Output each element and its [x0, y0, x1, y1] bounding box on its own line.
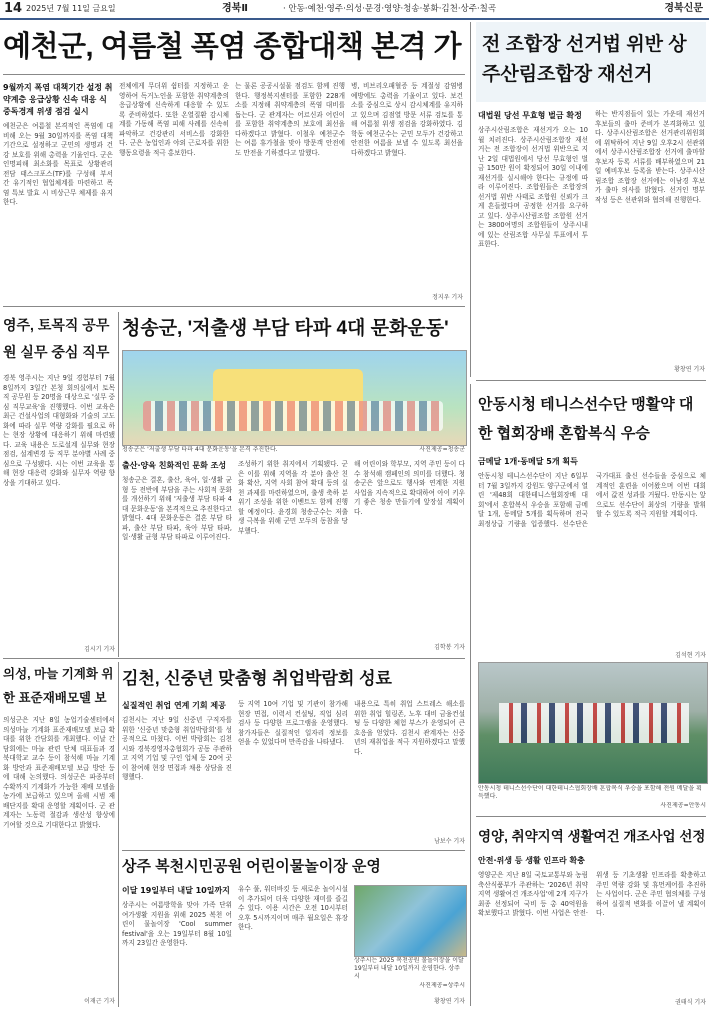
cheongsong-col3 [354, 460, 465, 640]
yeongyang-headline: 영양, 취약지역 생활여건 개조사업 선정 [478, 829, 706, 844]
yecheon-col1 [3, 82, 113, 302]
sangju-forestry-col2 [595, 110, 705, 362]
andong-tennis-text: 안동시청 테니스선수단이 지난 6일부터 7월 3일까지 강원도 양구군에서 열린 '제48회 대한테니스협회장배 대회'에서 혼합복식 우승을 포함해 금메달 1개, 동메달 5개를 획득하며 전국 최정상급 기량을 입증했다. 선수단은 국가대표 출신 선수들을 중심으로 체계적인 훈련을 이어왔으며 이번 대회에서 값진 성과를 거뒀다. 안동시는 앞으로도 선수단이 최상의 기량을 발휘할 수 있도록 적극 지원할 계획이다. [478, 472, 706, 528]
section-title: 경북Ⅱ [222, 3, 248, 14]
yeongju-headline: 영주, 토목직 공무원 실무 중심 직무 [3, 317, 110, 360]
sangju-forestry-text-1: 상주시산림조합은 재선거가 오는 10월 치러진다. 상주시산림조합장 재선거는 전 조합장이 선거법 위반으로 지난 2일 대법원에서 당선 무효형인 벌금 150만 원이 확정되어 30일 이내에 재선거를 실시해야 한다는 규정에 따라 이루어진다. 조합원들은 조합장의 선거법 위반 사태로 조합원 신뢰가 크게 흔들렸다며 공정한 선거를 요구하고 있다. 상주시산림조합 조합원 선거는 3800여명의 조합원들이 상주시내에 있는 산림조합 사무실 투표에서 투표한다. [478, 126, 588, 248]
sangju-waterpark-credit: 사진제공=상주시 [419, 982, 465, 989]
cheongsong-caption: 청송군은 '저출생 부담 타파 4대 문화운동'을 본격 추진한다. [122, 446, 278, 453]
yecheon-text-1: 예천군은 여름철 본격적인 폭염에 대비해 오는 9월 30일까지를 폭염 대책기간으로 설정하고 군민의 생명과 건강 보호를 위해 총력을 기울인다. 군은 인명피해 최소화를 목표로 상황관리 전담 태스크포스(TF)를 구성해 부서 간 유기적인 협업체계를 마련하고 폭염 특보 발효 시 비상근무 체제를 유지한다. [3, 122, 113, 206]
gimcheon-col2 [238, 700, 348, 845]
gimcheon-col1 [122, 700, 232, 845]
andong-tennis-subheading: 금메달 1개·동메달 5개 획득 [478, 457, 578, 466]
sangju-forestry-author: 황창연 기자 [674, 366, 705, 373]
cheongsong-headline: 청송군, '저출생 부담 타파 4대 문화운동' [122, 318, 449, 339]
sangju-forestry-title-box [476, 22, 706, 102]
yecheon-text-3: 는 물론 공공시설물 점검도 함께 진행한다. 행정복지센터를 포함한 228개소를 지정해 취약계층의 폭염 대비를 돕는다. 군 관계자는 어르신과 어린이를 포함한 취약계층의 보호에 최선을 다하겠다고 밝혔다. 이철우 예천군수는 여름 휴가철을 맞아 방문객 안전에도 만전을 기하겠다고 말했다. [235, 82, 345, 157]
cheongsong-col2 [238, 460, 348, 650]
page-number: 14 [4, 1, 23, 16]
sangju-forestry-col1 [478, 110, 588, 372]
gimcheon-text-3: 내용으로 특히 취업 스트레스 해소를 위한 취업 힐링존, 노후 대비 금융컨설팅 등 다양한 체험 부스가 운영되어 큰 호응을 얻었다. 김천시 관계자는 신중년의 재취업을 적극 지원하겠다고 말했다. [354, 700, 465, 756]
sangju-waterpark-subheading: 이달 19일부터 내달 10일까지 [122, 886, 230, 895]
sangju-waterpark-col2 [238, 885, 348, 1007]
gimcheon-col3 [354, 700, 465, 835]
sangju-waterpark-text-2: 유수 풀, 워터바킷 등 새로운 놀이시설이 추가되어 더욱 다양한 재미를 즐길 수 있다. 이용 시간은 오전 10시부터 오후 5시까지이며 매주 월요일은 휴장한다. [238, 885, 348, 931]
yeongyang-subheading: 안전·위생 등 생활 인프라 확충 [478, 856, 585, 865]
cheongsong-col1 [122, 460, 232, 650]
waterpark-photo [354, 885, 467, 957]
yecheon-col2 [119, 82, 229, 302]
cheongsong-text-2: 조성하기 위한 취지에서 기획됐다. 군은 이를 위해 지역을 각 분야 출산 친화 확산, 지역 사회 참여 확대 등의 실천 과제를 마련하였으며, 출생 축하 분위기 조성을 위한 이벤트도 함께 진행할 예정이다. 윤경희 청송군수는 저출생 극복을 위해 군민 모두의 동참을 당부했다. [238, 460, 348, 535]
cheongsong-text-1: 청송군은 결혼, 출산, 육아, 일·생활 균형 등 전반에 부담을 주는 사회적 문화를 개선하기 위해 '저출생 부담 타파 4대 문화운동'을 본격적으로 추진한다고 밝혔다. 4대 문화운동은 결혼 부담 타파, 출산 부담 타파, 육아 부담 타파, 일·생활 균형 부담 타파로 이루어진다. [122, 476, 232, 541]
andong-tennis-caption: 안동시청 테니스선수단이 대한테니스협회장배 혼합복식 우승을 포함해 전원 메달을 획득했다. [478, 785, 702, 800]
yeongyang-body [478, 855, 706, 995]
cheongsong-subheading: 출산·양육 친화적인 문화 조성 [122, 461, 227, 470]
sangju-waterpark-caption: 상주시는 2025 복천공원 물놀이장을 이달 19일부터 내달 10일까지 운영한다. 상주시 [354, 957, 464, 980]
yecheon-subheading: 9월까지 폭염 대책기간 설정 취약계층 응급상황 신속 대응 식중독경계 위생 점검 실시 [3, 83, 113, 116]
gimcheon-headline: 김천, 신중년 맞춤형 취업박람회 성료 [122, 669, 392, 688]
yeongyang-text: 영양군은 지난 8일 국토교통부와 농림축산식품부가 주관하는 '2026년 취약지역 생활여건 개조사업'에 2개 지구가 최종 선정되어 국비 등 총 40억원을 확보했다고 밝혔다. 이번 사업은 안전·위생 등 기초생활 인프라를 확충하고 주민 역량 강화 및 휴먼케어를 추진하는 사업이다. 군은 주민 협의체를 구성하여 실질적 변화를 이끌어 낼 계획이다. [478, 871, 706, 917]
yeongju-body [3, 374, 115, 644]
andong-tennis-credit: 사진제공=안동시 [660, 802, 706, 809]
sangju-waterpark-col1 [122, 885, 232, 1007]
uiseong-author: 이재근 기자 [84, 998, 115, 1005]
sangju-waterpark-author: 황창연 기자 [434, 998, 465, 1005]
uiseong-body [3, 716, 115, 996]
uiseong-headline: 의성, 마늘 기계화 위한 표준재배모델 보 [3, 667, 114, 705]
sangju-waterpark-headline: 상주 복천시민공원 어린이물놀이장 운영 [122, 858, 381, 875]
yecheon-text-2: 전체에게 무더위 쉼터를 지정하고 운영하여 독거노인을 포함한 취약계층의 응급상황에 신속하게 대응할 수 있도록 준비하였다. 또한 온열질환 감시체계를 가동해 폭염 피해 사례를 신속히 파악하고 건강관리 서비스를 강화한다. 군은 농업인과 야외 근로자를 위한 행동요령을 적극 홍보한다. [119, 82, 229, 157]
gimcheon-author: 남보수 기자 [434, 838, 465, 845]
newspaper-name: 경북신문 [664, 3, 703, 14]
gimcheon-text-1: 김천시는 지난 9일 신중년 구직자를 위한 '신중년 맞춤형 취업박람회'를 성공적으로 마쳤다. 이번 박람회는 김천시와 경북경영자총협회가 공동 주관하고 지역 기업 및 구인 업체 등 20여 곳이 참여해 현장 면접과 채용 상담을 진행했다. [122, 716, 232, 781]
yecheon-col3 [235, 82, 345, 302]
sangju-forestry-text-2: 하는 반지점들이 있는 가운데 재선거 후보들의 출마 준비가 본격화하고 있다. 상주시산림조합은 선거관리위원회에 위탁하여 지난 9일 오후2시 선관위에서 상주시산림조합장 선거에 출마할 후보자 등록 서류를 배부하였으며 21일 예비후보 등록을 받는다. 상주시산림조합 조합장 선거에는 이남경 후보가 출마 의사를 밝혔다. 선거인 명부 작성 등은 선관위와 협의해 진행한다. [595, 110, 705, 204]
cheongsong-author: 김학봉 기자 [434, 644, 465, 651]
page-header [0, 0, 709, 20]
yecheon-author: 정지우 기자 [432, 294, 463, 301]
yecheon-text-4: 병, 비브리오패혈증 등 계절성 감염병 예방에도 총력을 기울이고 있다. 보건소를 중심으로 상시 감시체계를 유지하고 있으며 김점열 방문 서류 검토를 통해 여름철 위생 점검을 강화하였다. 김학동 예천군수는 군민 모두가 건강하고 안전한 여름을 보낼 수 있도록 최선을 다하겠다고 밝혔다. [351, 82, 463, 157]
sangju-waterpark-text-1: 상주시는 여름방학을 맞아 가족 단위 여가생활 지원을 위해 2025 복천 어린이 물놀이장 'Cool summer festival'을 오는 19일부터 8월 10일까지 23일간 운영한다. [122, 901, 232, 947]
andong-tennis-body [478, 456, 706, 648]
cheongsong-photo [122, 350, 467, 446]
issue-date: 2025년 7월 11일 금요일 [26, 4, 116, 13]
yeongyang-author: 권태식 기자 [675, 999, 706, 1006]
gimcheon-subheading: 실질적인 취업 연계 기회 제공 [122, 701, 226, 710]
yeongju-author: 김시기 기자 [84, 646, 115, 653]
yeongju-text: 경북 영주시는 지난 9일 경험부터 7월 8일까지 3일간 본청 회의실에서 토목직 공무원 등 20명을 대상으로 '실무 중심 직무교육'을 진행했다. 이번 교육은 최근 건설사업의 대형화와 기술의 고도화에 따라 실무 역량 강화를 필요로 하는 현장 상황에 대응하기 위해 마련됐다. 교육 내용은 도로설계 실무와 현장 점검, 설계변경 등 직무 분야별 사례 중심으로 구성됐다. 시는 이번 교육을 통해 현장 대응력 강화와 실무자 역량 향상을 기대하고 있다. [3, 374, 115, 487]
sangju-forestry-headline: 전 조합장 선거법 위반 상주산림조합장 재선거 [482, 34, 687, 85]
gimcheon-text-2: 등 지역 10여 기업 및 기관이 참가해 현장 면접, 이력서 컨설팅, 직업 심리검사 등 다양한 프로그램을 운영했다. 참가자들은 실질적인 일자리 정보를 얻을 수 있었다며 만족감을 나타냈다. [238, 700, 348, 746]
uiseong-text: 의성군은 지난 8일 농업기술센터에서 의성마늘 기계화 표준재배모델 보급 확대를 위한 간담회를 개최했다. 이날 간담회에는 마늘 관련 단체 대표들과 경북대학교 교수 등이 참석해 마늘 기계화 방안과 표준재배모델 보급 방안 등에 대해 논의했다. 의성군은 파종부터 수확까지 기계화가 가능한 재배 모델을 농가에 보급하고 있으며 올해 시범 재배단지를 확대 운영할 계획이다. 군 관계자는 노동력 절감과 생산성 향상에 기여할 것으로 기대한다고 밝혔다. [3, 716, 115, 829]
cheongsong-credit: 사진제공=청송군 [419, 446, 465, 453]
andong-tennis-headline: 안동시청 테니스선수단 맹활약 대한 협회장배 혼합복식 우승 [478, 396, 694, 442]
cheongsong-text-3: 해 어린이와 학부모, 지역 주민 등이 다수 참석해 캠페인의 의미를 더했다. 청송군은 앞으로도 행사와 연계한 지원 사업을 지속적으로 확대하여 아이 키우기 좋은 청송 만들기에 앞장설 계획이다. [354, 460, 465, 516]
yecheon-col4 [351, 82, 463, 292]
yecheon-headline: 예천군, 여름철 폭염 종합대책 본격 가 [3, 31, 462, 63]
section-areas: · 안동·예천·영주·의성·문경·영양·청송·봉화·김천·상주·칠곡 [283, 4, 497, 14]
andong-tennis-author: 김석현 기자 [675, 652, 706, 659]
sangju-forestry-subheading: 대법원 당선 무효형 벌금 확정 [478, 111, 582, 120]
tennis-team-photo [478, 662, 708, 784]
